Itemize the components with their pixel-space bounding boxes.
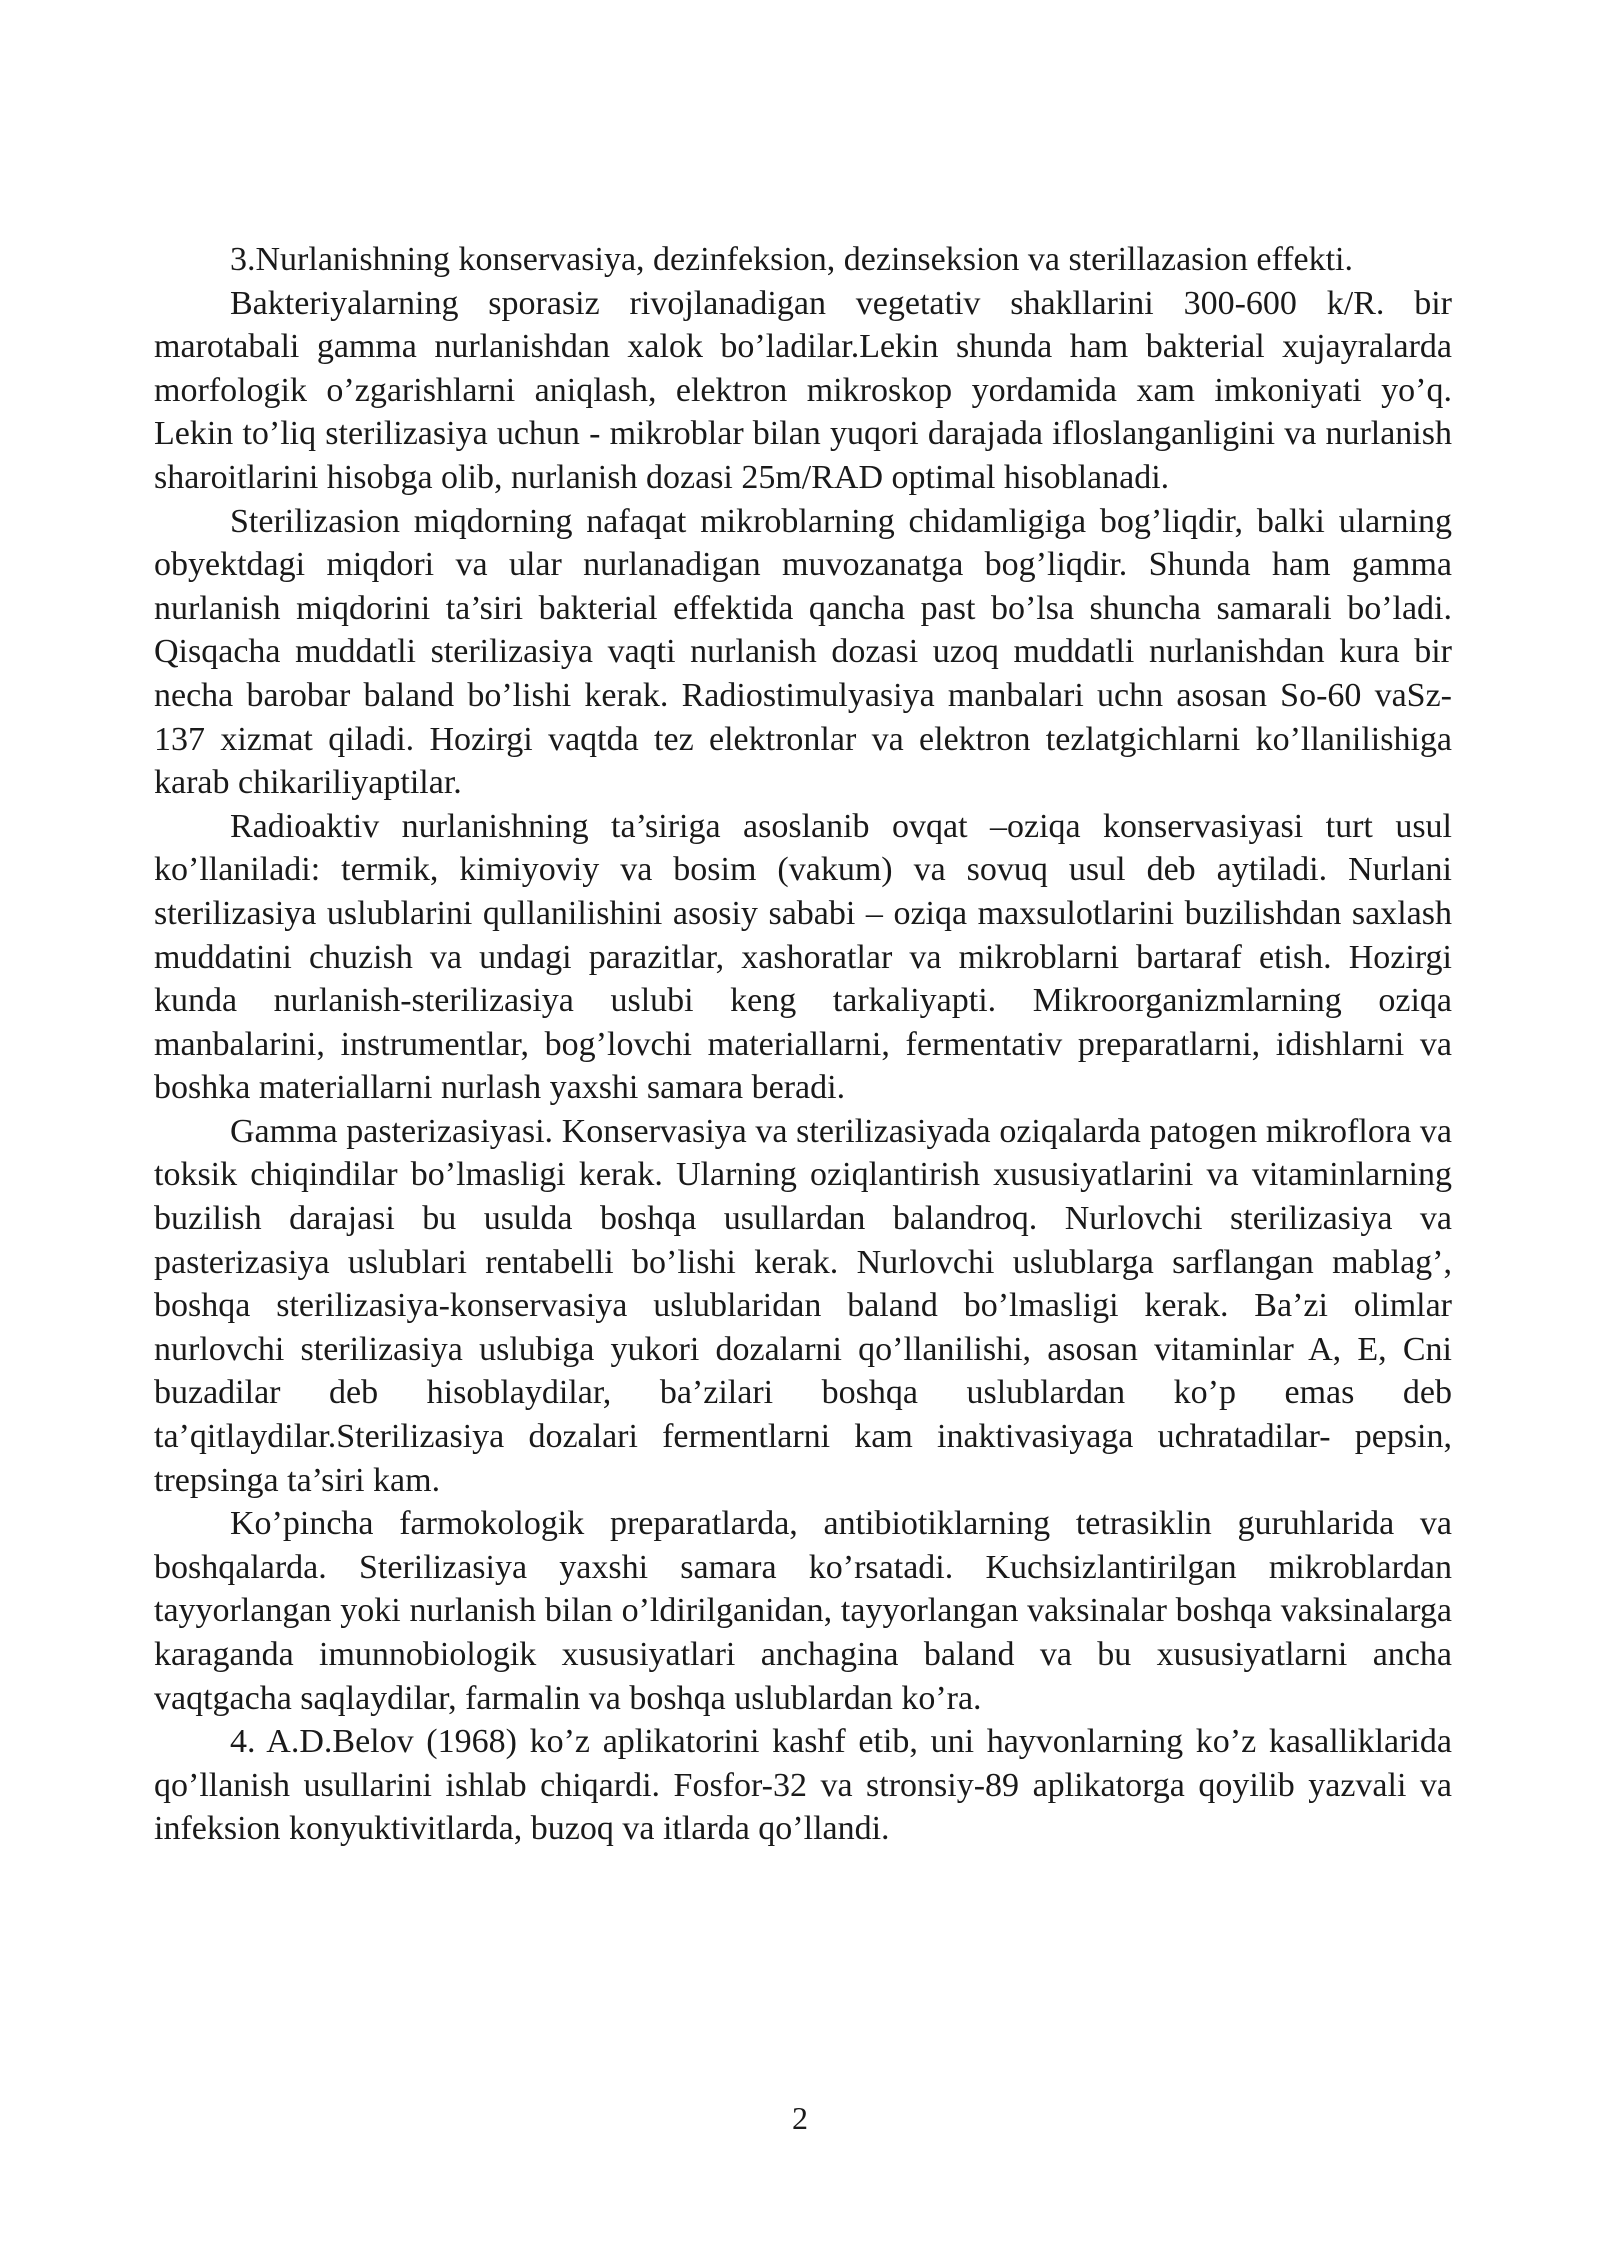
paragraph-3: Sterilizasion miqdorning nafaqat mikroblarning chidamligiga bog’liqdir, balki ularning obyektdagi miqdori va ular nurlanadigan muvozanatga bog’liqdir. Shunda ham gamma nurlanish miqdorini ta’siri bakterial effektida qancha past bo’lsa shuncha samarali bo’ladi. Qisqacha muddatli sterilizasiya vaqti nurlanish dozasi uzoq muddatli nurlanishdan kura bir necha barobar baland bo’lishi kerak. Radiostimulyasiya manbalari uchn asosan So-60 vaSz-137 xizmat qiladi. Hozirgi vaqtda tez elektronlar va elektron tezlatgichlarni ko’llanilishiga karab chikariliyaptilar. xyxy=(154,502,1452,802)
page-number: 2 xyxy=(792,2100,808,2136)
paragraph-6: Ko’pincha farmokologik preparatlarda, antibiotiklarning tetrasiklin guruhlarida va boshqalarda. Sterilizasiya yaxshi samara ko’rsatadi. Kuchsizlantirilgan mikroblardan tayyorlangan yoki nurlanish bilan o’ldirilganidan, tayyorlangan vaksinalar boshqa vaksinalarga karaganda imunnobiologik xususiyatlari anchagina baland va bu xususiyatlarni ancha vaqtgacha saqlaydilar, farmalin va boshqa uslublardan ko’ra. xyxy=(154,1505,1452,1717)
paragraph-1: 3.Nurlanishning konservasiya, dezinfeksion, dezinseksion va sterillazasion effekti. xyxy=(230,241,1353,278)
document-body xyxy=(154,238,1452,1851)
paragraph-5: Gamma pasterizasiyasi. Konservasiya va sterilizasiyada oziqalarda patogen mikroflora va toksik chiqindilar bo’lmasligi kerak. Ularning oziqlantirish xususiyatlarini va vitaminlarning buzilish darajasi bu usulda boshqa usullardan balandroq. Nurlovchi sterilizasiya va pasterizasiya uslublari rentabelli bo’lishi kerak. Nurlovchi uslublarga sarflangan mablag’, boshqa sterilizasiya-konservasiya uslublaridan baland bo’lmasligi kerak. Ba’zi olimlar nurlovchi sterilizasiya uslubiga yukori dozalarni qo’llanilishi, asosan vitaminlar A, E, Cni buzadilar deb hisoblaydilar, ba’zilari boshqa uslublardan ko’p emas deb ta’qitlaydilar.Sterilizasiya dozalari fermentlarni kam inaktivasiyaga uchratadilar- pepsin, trepsinga ta’siri kam. xyxy=(154,1112,1452,1499)
paragraph-2: Bakteriyalarning sporasiz rivojlanadigan vegetativ shakllarini 300-600 k/R. bir marotabali gamma nurlanishdan xalok bo’ladilar.Lekin shunda ham bakterial xujayralarda morfologik o’zgarishlarni aniqlash, elektron mikroskop yordamida xam imkoniyati yo’q. Lekin to’liq sterilizasiya uchun - mikroblar bilan yuqori darajada ifloslanganligini va nurlanish sharoitlarini hisobga olib, nurlanish dozasi 25m/RAD optimal hisoblanadi. xyxy=(154,284,1452,496)
paragraph-4: Radioaktiv nurlanishning ta’siriga asoslanib ovqat –oziqa konservasiyasi turt usul ko’llaniladi: termik, kimiyoviy va bosim (vakum) va sovuq usul deb aytiladi. Nurlani sterilizasiya uslublarini qullanilishini asosiy sababi – oziqa maxsulotlarini buzilishdan saxlash muddatini chuzish va undagi parazitlar, xashoratlar va mikroblarni bartaraf etish. Hozirgi kunda nurlanish-sterilizasiya uslubi keng tarkaliyapti. Mikroorganizmlarning oziqa manbalarini, instrumentlar, bog’lovchi materiallarni, fermentativ preparatlarni, idishlarni va boshka materiallarni nurlash yaxshi samara beradi. xyxy=(154,807,1452,1107)
paragraph-7: 4. A.D.Belov (1968) ko’z aplikatorini kashf etib, uni hayvonlarning ko’z kasalliklarida qo’llanish usullarini ishlab chiqardi. Fosfor-32 va stronsiy-89 aplikatorga qoyilib yazvali va infeksion konyuktivitlarda, buzoq va itlarda qo’llandi. xyxy=(154,1723,1452,1848)
